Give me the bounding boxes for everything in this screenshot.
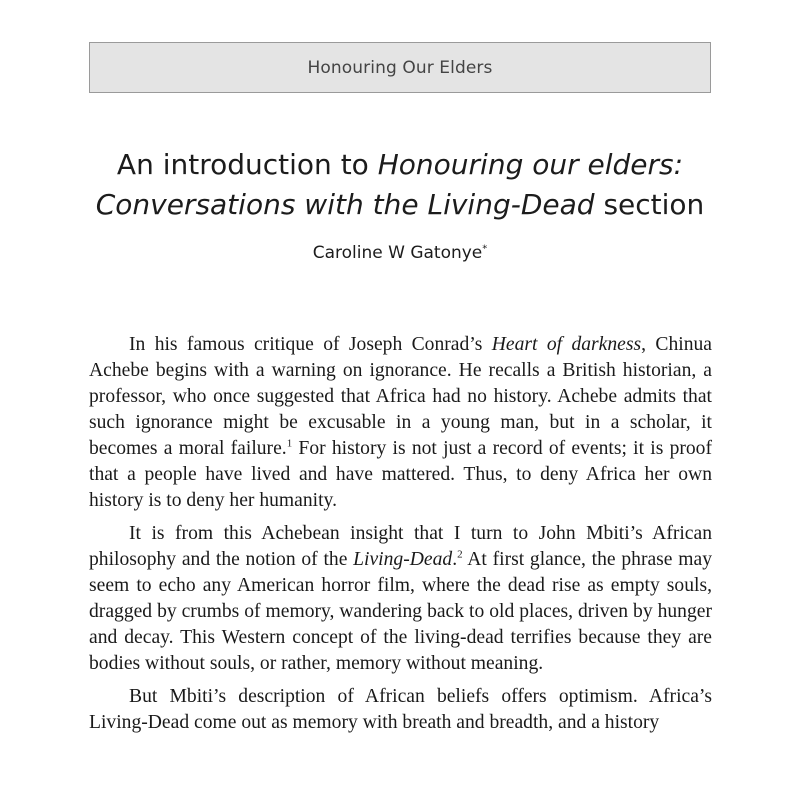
footnote-ref-1[interactable]: 1 [286,437,293,450]
title-part-1: An introduction to [116,148,378,181]
article-title [60,145,740,225]
p2-text-c: At first glance, the phrase may seem to echo any American horror film, where the dead rise as empty souls, dragged by crumbs of memory, wandering back to old places, driven by hunger and decay. This Western concept of the living-dead terrifies because they are bodies without souls, or rather, memory without meaning. [89,549,712,674]
footnote-ref-2[interactable]: 2 [457,548,463,561]
p3-text-a: But Mbiti’s description of African beliefs offers optimism. Africa’s Living-Dead come out as memory with breath and breadth, and a history [89,686,712,733]
p1-book-title: Heart of darkness [491,334,642,355]
paragraph-3 [89,684,712,736]
p2-text-a: It is from this Achebean insight that I turn to John Mbiti’s African philosophy and the notion of the [89,523,712,570]
title-italic-2: Conversations with the Living-Dead [95,188,595,221]
p2-term: Living-Dead [353,549,453,570]
author-footnote-mark: * [482,243,488,255]
paragraph-2 [89,521,712,677]
title-part-2: section [594,188,705,221]
title-italic-1: Honouring our elders: [377,148,684,181]
p1-text-a: In his famous critique of Joseph Conrad’s [129,334,492,355]
paragraph-1 [89,332,712,514]
p2-text-b: . [452,549,458,570]
author-name: Caroline W Gatonye [312,243,483,263]
article-body [89,332,712,743]
author-line [60,243,740,263]
p1-text-c: For history is not just a record of events; it is proof that a people have lived and have mattered. Thus, to deny Africa her own history is to deny her humanity. [89,438,713,511]
section-header [89,42,711,93]
section-label: Honouring Our Elders [307,57,493,78]
p1-text-b: , Chinua Achebe begins with a warning on ignorance. He recalls a British historian, a professor, who once suggested that Africa had no history. Achebe admits that such ignorance might be excusable in a young man, but in a scholar, it becomes a moral failure. [89,334,712,459]
